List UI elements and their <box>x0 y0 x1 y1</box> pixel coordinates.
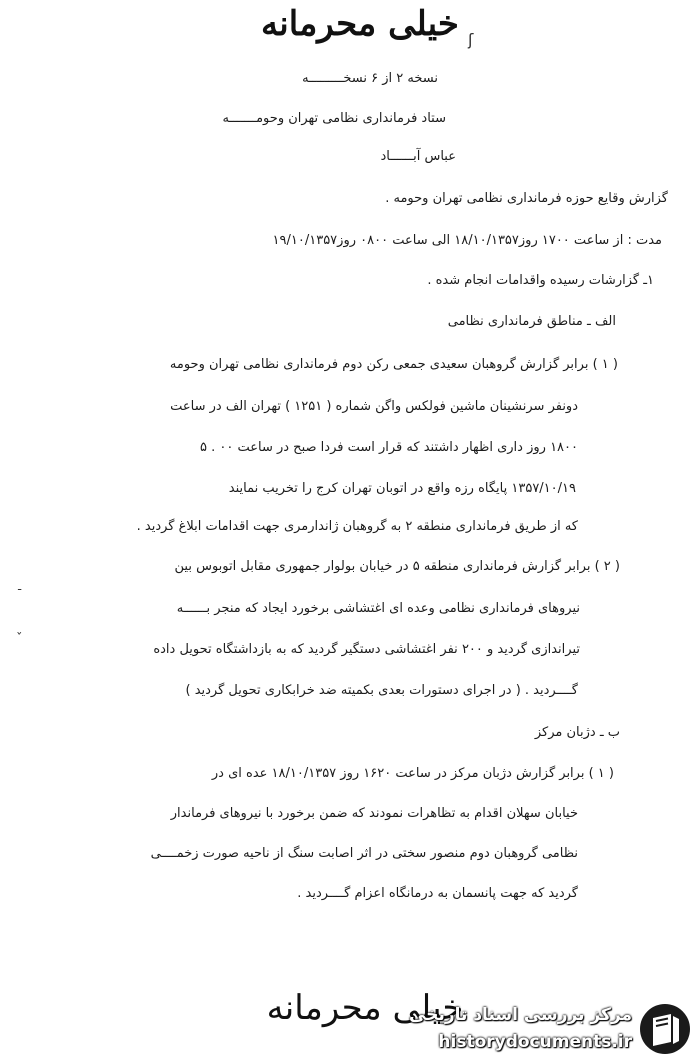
report-subject: گزارش وقایع حوزه فرمانداری نظامی تهران وحومه . <box>385 191 668 206</box>
part-a-item-2-line-4: گــــردید . ( در اجرای دستورات بعدی بکمیته ضد خرابکاری تحویل گردید ) <box>185 683 578 698</box>
margin-mark: ˇ <box>16 632 23 647</box>
classification-top: خیلی محرمانه <box>261 4 459 44</box>
copy-number-line: نسخه ۲ از ۶ نسخـــــــــه <box>302 71 438 86</box>
part-a-item-2-line-1: ( ۲ ) برابر گزارش فرمانداری منطقه ۵ در خیابان بولوار جمهوری مقابل اتوبوس بین <box>174 559 620 574</box>
part-b-heading: ب ـ دژبان مرکز <box>534 725 620 740</box>
part-a-item-2-line-2: نیروهای فرمانداری نظامی وعده ای اغتشاشی برخورد ایجاد که منجر بــــــه <box>176 601 580 616</box>
part-b-item-1-line-4: گردید که جهت پانسمان به درمانگاه اعزام گــــردید . <box>297 886 578 901</box>
part-a-item-1-line-3: ۱۸۰۰ روز داری اظهار داشتند که قرار است فردا صبح در ساعت ۰۰ . ۵ <box>199 440 578 455</box>
part-b-item-1-line-3: نظامی گروهبان دوم منصور سختی در اثر اصابت سنگ از ناحیه صورت زخمــــی <box>150 846 578 861</box>
archive-logo-icon <box>640 1004 690 1054</box>
watermark-text-en: historydocuments.ir <box>438 1032 632 1052</box>
part-a-item-1-line-4: ۱۳۵۷/۱۰/۱۹ پایگاه رزه واقع در اتوبان تهران کرج را تخریب نمایند <box>228 481 576 496</box>
report-period: مدت : از ساعت ۱۷۰۰ روز۱۸/۱۰/۱۳۵۷ الی ساعت ۰۸۰۰ روز۱۹/۱۰/۱۳۵۷ <box>272 233 662 248</box>
margin-mark: ـ <box>18 580 22 593</box>
part-a-item-1-line-2: دونفر سرنشینان ماشین فولکس واگن شماره ( ۱۲۵۱ ) تهران الف در ساعت <box>170 399 578 414</box>
city-line: عباس آبــــــاد <box>380 149 456 164</box>
part-a-heading: الف ـ مناطق فرمانداری نظامی <box>447 314 616 329</box>
addressee-line: ستاد فرمانداری نظامی تهران وحومـــــــه <box>222 111 446 126</box>
part-a-item-1-line-5: که از طریق فرمانداری منطقه ۲ به گروهبان ژاندارمری جهت اقدامات ابلاغ گردید . <box>136 519 578 534</box>
part-b-item-1-line-1: ( ۱ ) برابر گزارش دژبان مرکز در ساعت ۱۶۲۰ روز ۱۸/۱۰/۱۳۵۷ عده ای در <box>211 766 614 781</box>
decorative-mark: ʃ <box>468 30 474 49</box>
part-a-item-2-line-3: تیراندازی گردید و ۲۰۰ نفر اغتشاشی دستگیر گردید که به بازداشتگاه تحویل داده <box>153 642 580 657</box>
part-a-item-1-line-1: ( ۱ ) برابر گزارش گروهبان سعیدی جمعی رکن دوم فرمانداری نظامی تهران وحومه <box>169 357 618 372</box>
classification-bottom: خیلی محرمانه <box>266 988 464 1028</box>
watermark-text-fa: مرکز بررسی اسناد تاریخی <box>409 1005 632 1025</box>
part-b-item-1-line-2: خیابان سهلان اقدام به تظاهرات نمودند که ضمن برخورد با نیروهای فرماندار <box>170 806 578 821</box>
section-1-heading: ۱ـ گزارشات رسیده واقدامات انجام شده . <box>427 273 654 288</box>
